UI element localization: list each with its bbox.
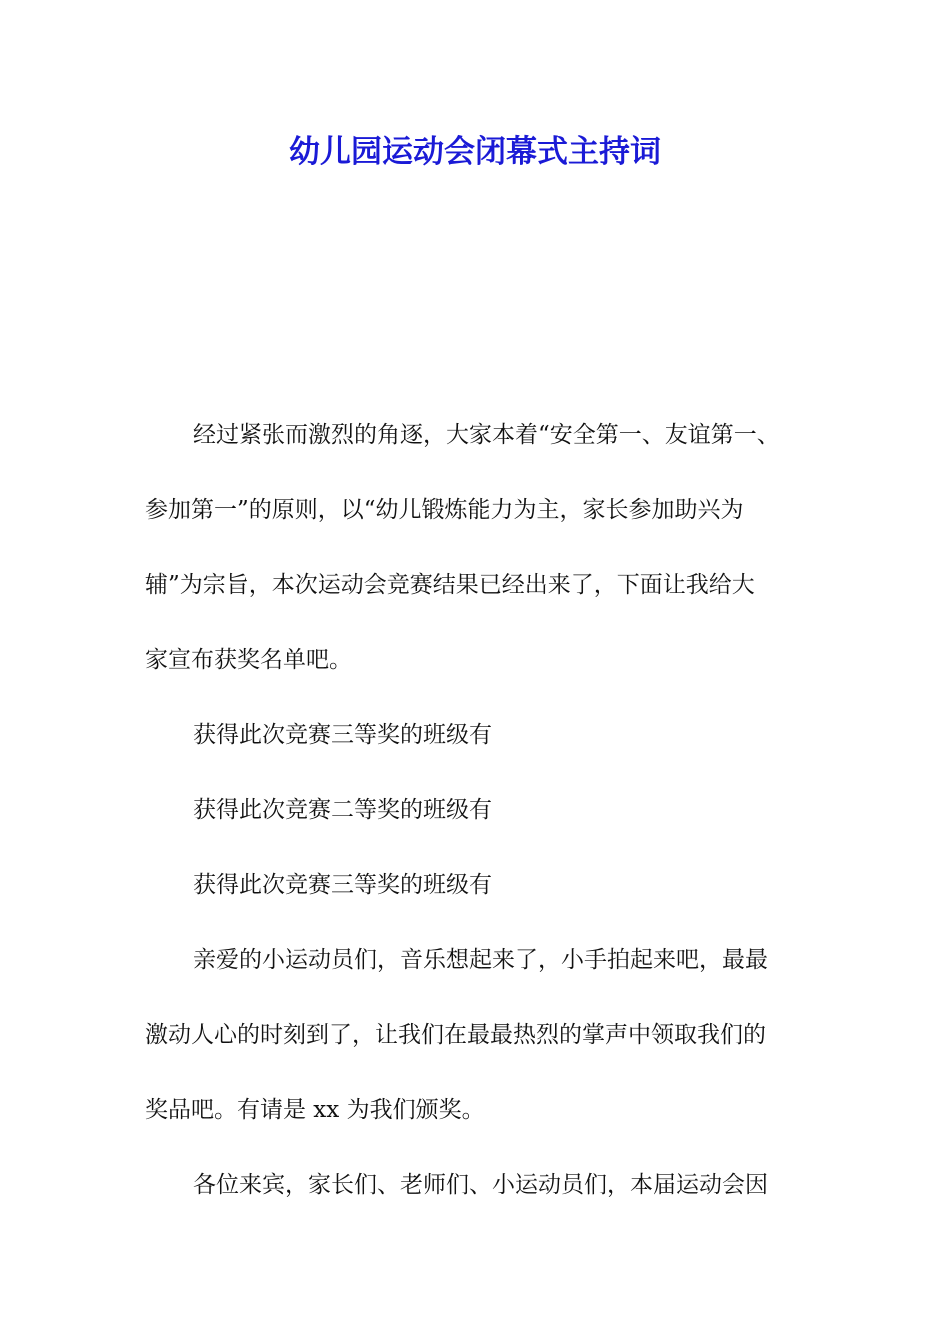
paragraph-line: 获得此次竞赛三等奖的班级有	[193, 722, 492, 748]
paragraph-line: 激动人心的时刻到了，让我们在最最热烈的掌声中领取我们的	[145, 1022, 766, 1048]
document-title: 幼儿园运动会闭幕式主持词	[289, 134, 661, 170]
paragraph-line: 参加第一”的原则，以“幼儿锻炼能力为主，家长参加助兴为	[145, 497, 744, 523]
paragraph-line: 亲爱的小运动员们，音乐想起来了，小手拍起来吧，最最	[193, 947, 768, 973]
paragraph-line: 辅”为宗旨，本次运动会竞赛结果已经出来了，下面让我给大	[145, 572, 755, 598]
paragraph-line: 获得此次竞赛三等奖的班级有	[193, 872, 492, 898]
paragraph-line: 各位来宾，家长们、老师们、小运动员们，本届运动会因	[193, 1172, 768, 1198]
paragraph-line: 奖品吧。有请是 xx 为我们颁奖。	[145, 1097, 485, 1123]
paragraph-line: 经过紧张而激烈的角逐，大家本着“安全第一、友谊第一、	[193, 422, 780, 448]
paragraph-line: 获得此次竞赛二等奖的班级有	[193, 797, 492, 823]
paragraph-line: 家宣布获奖名单吧。	[145, 647, 352, 673]
document-body	[145, 413, 817, 1238]
